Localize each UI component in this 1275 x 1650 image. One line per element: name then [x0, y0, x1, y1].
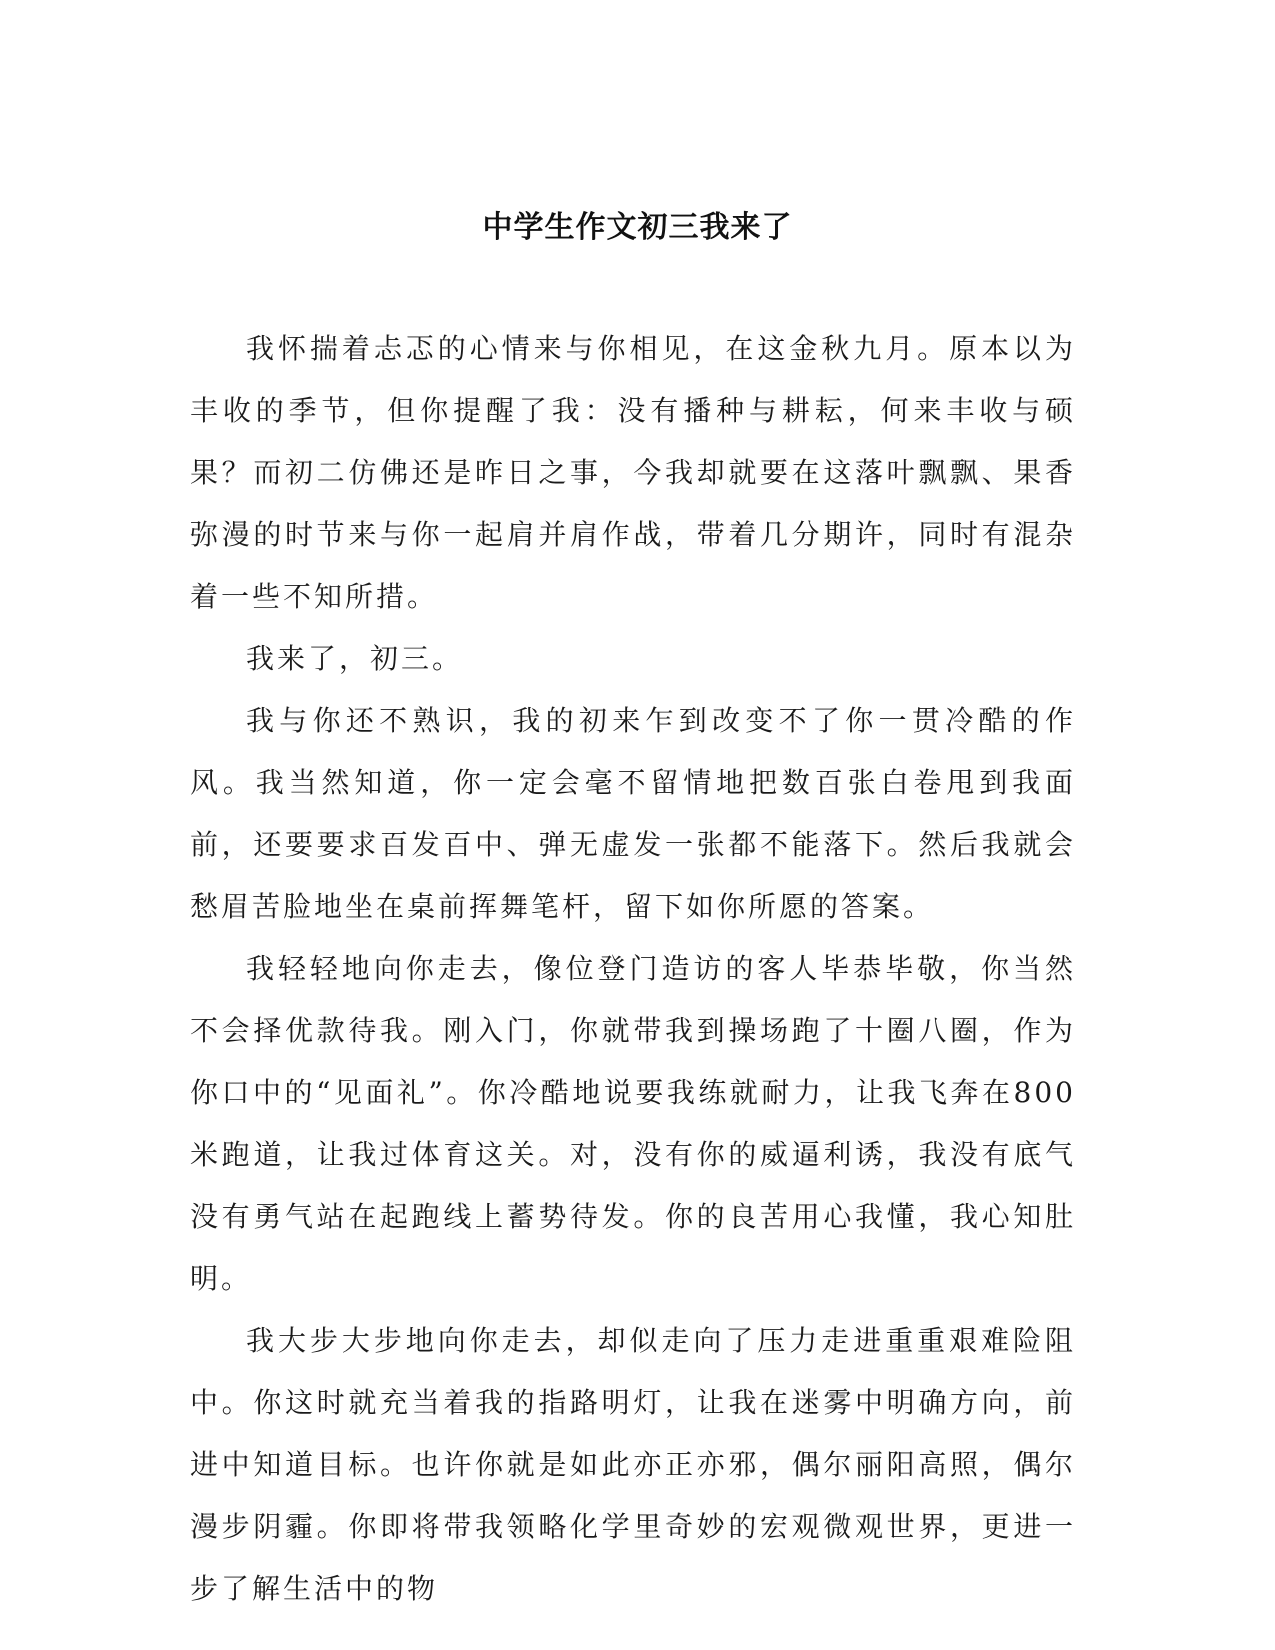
paragraph: 我怀揣着忐忑的心情来与你相见，在这金秋九月。原本以为丰收的季节，但你提醒了我：没有播种与耕耘，何来丰收与硕果？而初二仿佛还是昨日之事，今我却就要在这落叶飘飘、果香弥漫的时节来与你一起肩并肩作战，带着几分期许，同时有混杂着一些不知所措。 [190, 332, 1076, 613]
document-title: 中学生作文初三我来了 [482, 210, 793, 245]
document-body [190, 318, 1076, 1620]
paragraph: 我大步大步地向你走去，却似走向了压力走进重重艰难险阻中。你这时就充当着我的指路明灯，让我在迷雾中明确方向，前进中知道目标。也许你就是如此亦正亦邪，偶尔丽阳高照，偶尔漫步阴霾。你即将带我领略化学里奇妙的宏观微观世界，更进一步了解生活中的物 [190, 1324, 1076, 1605]
paragraph: 我轻轻地向你走去，像位登门造访的客人毕恭毕敬，你当然不会择优款待我。刚入门，你就带我到操场跑了十圈八圈，作为你口中的“见面礼”。你冷酷地说要我练就耐力，让我飞奔在800米跑道，让我过体育这关。对，没有你的威逼利诱，我没有底气没有勇气站在起跑线上蓄势待发。你的良苦用心我懂，我心知肚明。 [190, 952, 1076, 1295]
paragraph: 我来了，初三。 [246, 642, 464, 675]
paragraph: 我与你还不熟识，我的初来乍到改变不了你一贯冷酷的作风。我当然知道，你一定会毫不留情地把数百张白卷甩到我面前，还要要求百发百中、弹无虚发一张都不能落下。然后我就会愁眉苦脸地坐在桌前挥舞笔杆，留下如你所愿的答案。 [190, 704, 1076, 923]
